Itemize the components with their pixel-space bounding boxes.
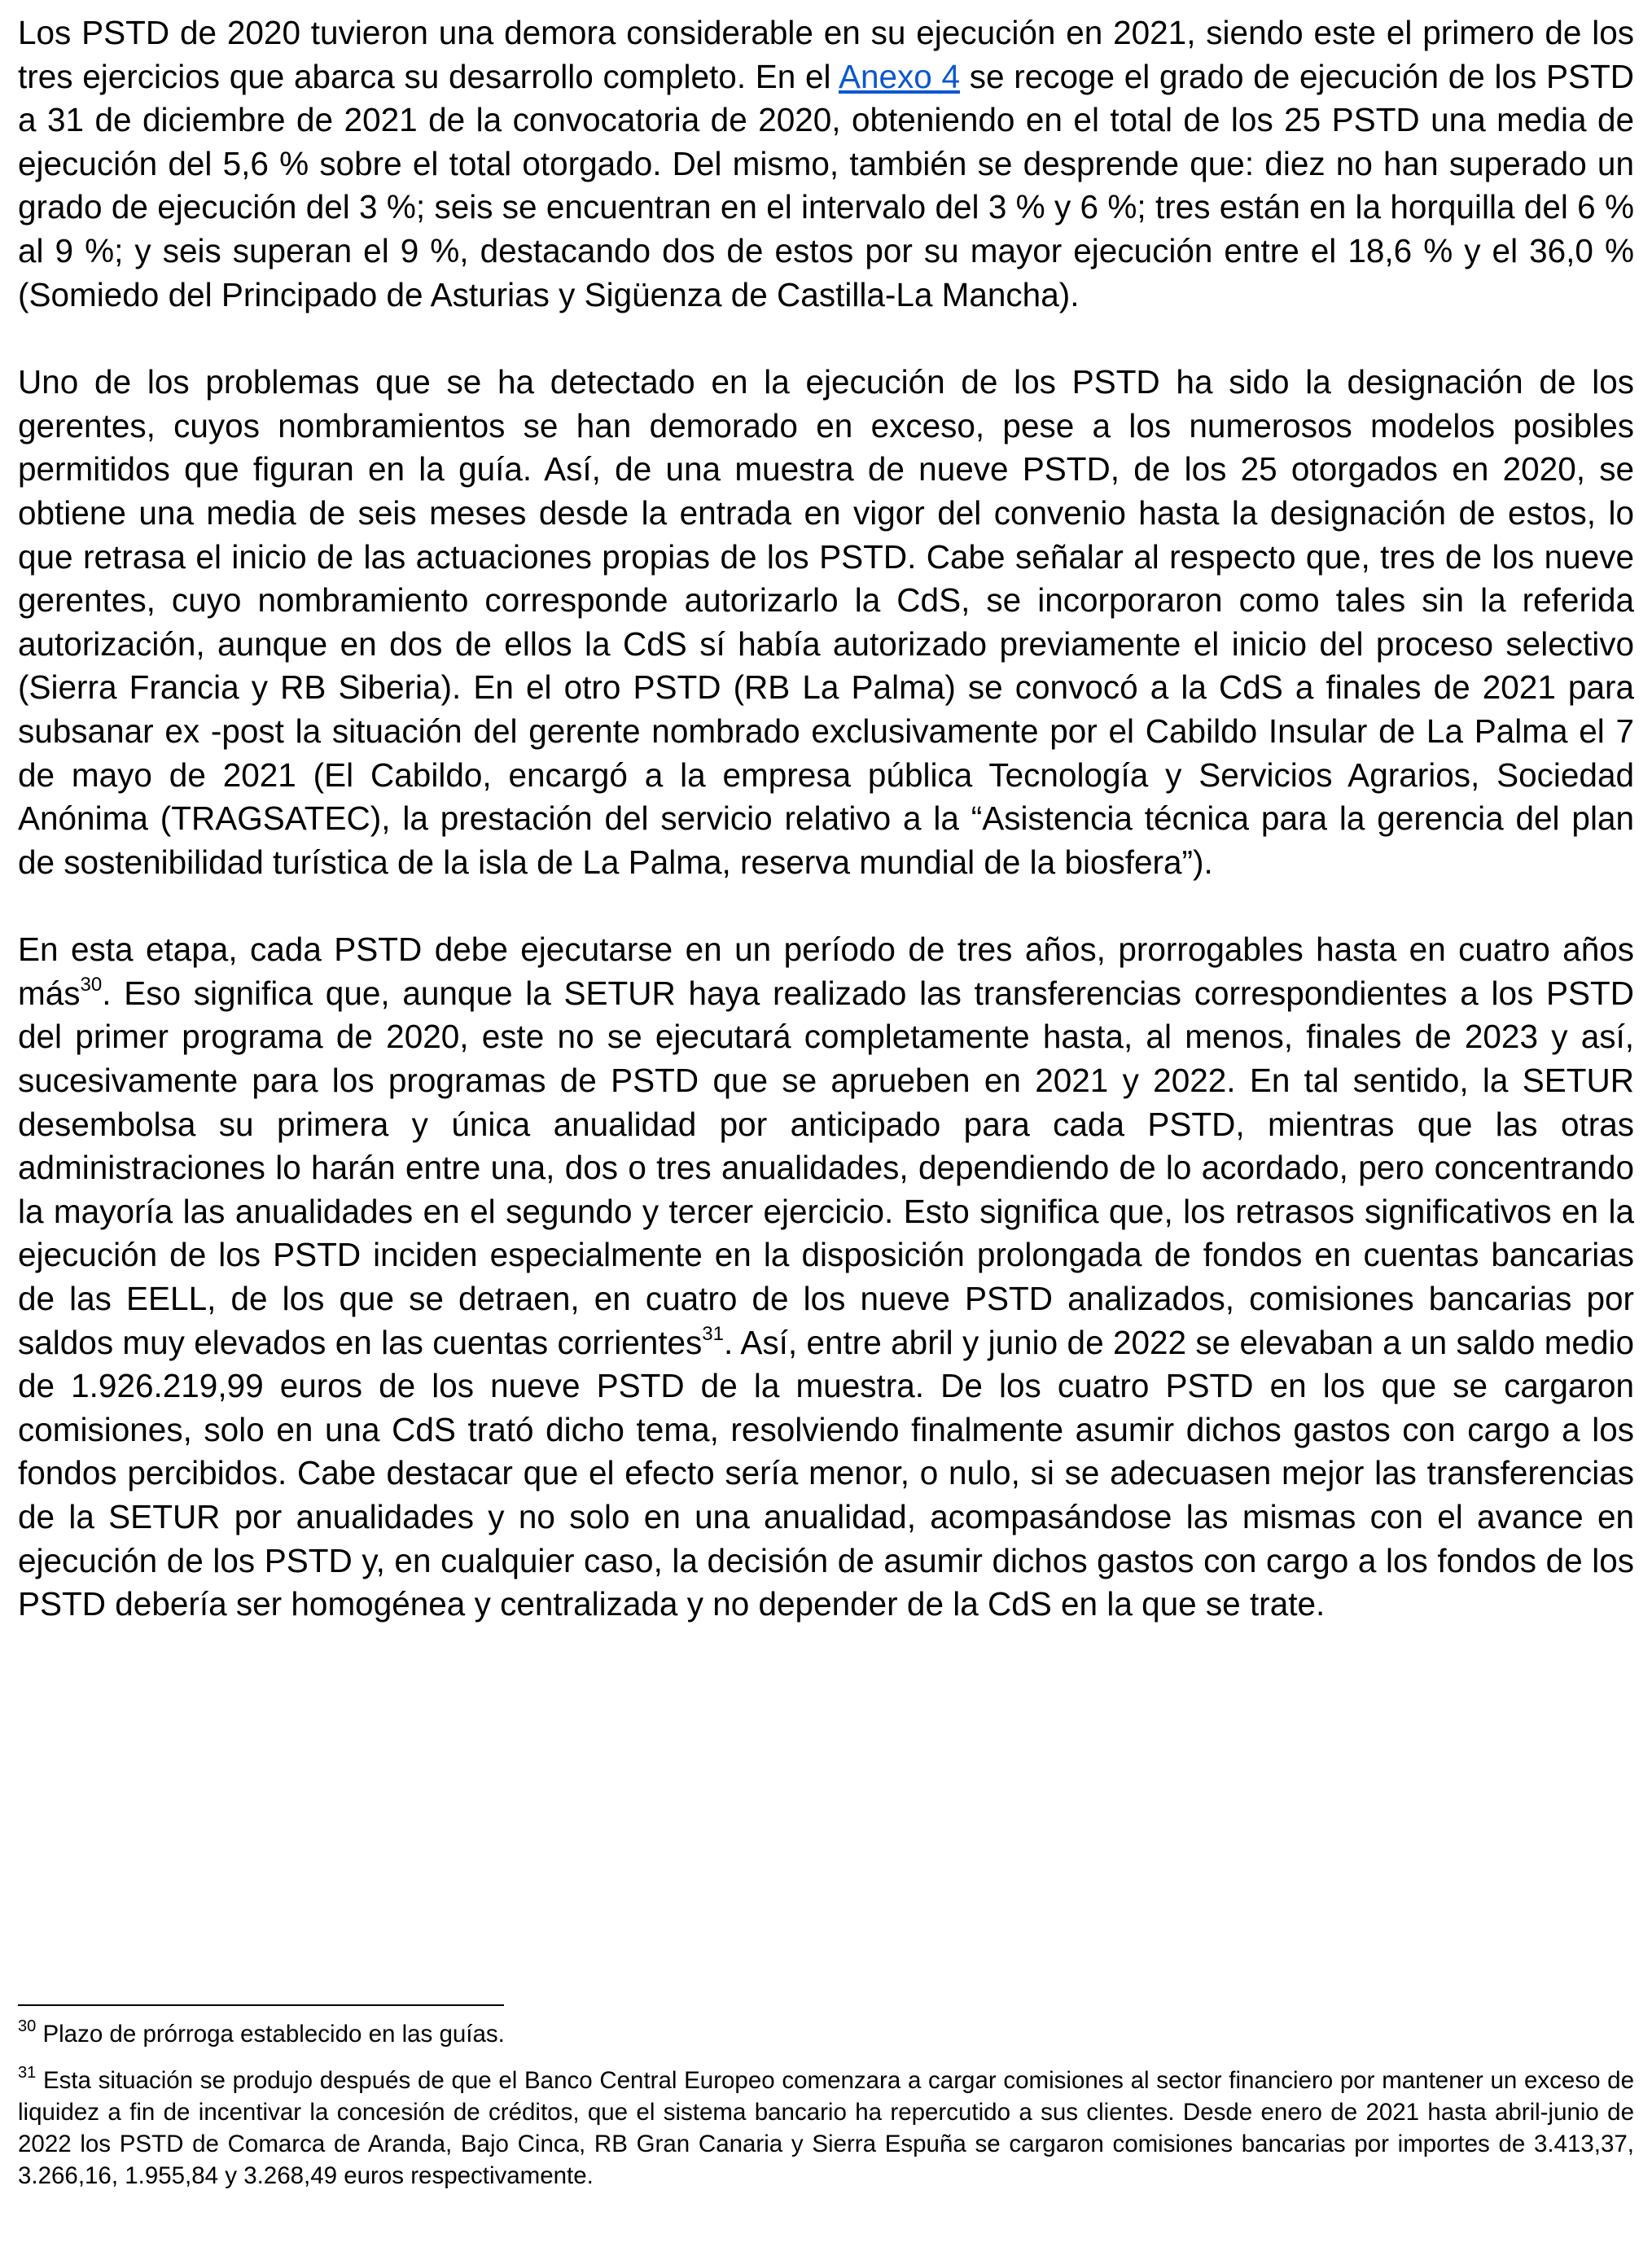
footnote-divider xyxy=(18,2004,504,2006)
paragraph-execution-period xyxy=(18,928,1634,1627)
paragraph-text: . Eso significa que, aunque la SETUR haya realizado las transferencias correspondientes a los PSTD del primer programa de 2020, este no se ejecutará completamente hasta, al menos, finales de 2023 y así, sucesivamente para los programas de PSTD que se aprueben en 2021 y 2022. En tal sentido, la SETUR desembolsa su primera y única anualidad por anticipado para cada PSTD, mientras que las otras administraciones lo harán entre una, dos o tres anualidades, dependiendo de lo acordado, pero concentrando la mayoría las anualidades en el segundo y tercer ejercicio. Esto significa que, los retrasos significativos en la ejecución de los PSTD inciden especialmente en la disposición prolongada de fondos en cuentas bancarias de las EELL, de los que se detraen, en cuatro de los nueve PSTD analizados, comisiones bancarias por saldos muy elevados en las cuentas corrientes xyxy=(18,974,1634,1361)
paragraph-text: . Así, entre abril y junio de 2022 se elevaban a un saldo medio de 1.926.219,99 euros de los nueve PSTD de la muestra. De los cuatro PSTD en los que se cargaron comisiones, solo en una CdS trató dicho tema, resolviendo finalmente asumir dichos gastos con cargo a los fondos percibidos. Cabe destacar que el efecto sería menor, o nulo, si se adecuasen mejor las transferencias de la SETUR por anualidades y no solo en una anualidad, acompasándose las mismas con el avance en ejecución de los PSTD y, en cualquier caso, la decisión de asumir dichos gastos con cargo a los fondos de los PSTD debería ser homogénea y centralizada y no depender de la CdS en la que se trate. xyxy=(18,1323,1634,1623)
footnote-text: Esta situación se produjo después de que el Banco Central Europeo comenzara a cargar comisiones al sector financiero por mantener un exceso de liquidez a fin de incentivar la concesión de créditos, que el sistema bancario ha repercutido a sus clientes. Desde enero de 2021 hasta abril-junio de 2022 los PSTD de Comarca de Aranda, Bajo Cinca, RB Gran Canaria y Sierra Espuña se cargaron comisiones bancarias por importes de 3.413,37, 3.266,16, 1.955,84 y 3.268,49 euros respectivamente. xyxy=(18,2067,1634,2189)
paragraph-text: Los PSTD de 2020 tuvieron una demora considerable en su ejecución en 2021, siendo este el primero de los tres ejercicios que abarca su desarrollo completo. En el xyxy=(18,14,1634,95)
footnotes-section xyxy=(18,2018,1634,2192)
paragraph-text: En esta etapa, cada PSTD debe ejecutarse en un período de tres años, prorrogables hasta en cuatro años más xyxy=(18,931,1634,1012)
footnote-ref-31[interactable]: 31 xyxy=(702,1322,724,1345)
footnote-ref-30[interactable]: 30 xyxy=(80,973,103,996)
footnote-text: Plazo de prórroga establecido en las guías. xyxy=(36,2021,505,2048)
paragraph-text: Uno de los problemas que se ha detectado en la ejecución de los PSTD ha sido la designación de los gerentes, cuyos nombramientos se han demorado en exceso, pese a los numerosos modelos posibles permitidos que figuran en la guía. Así, de una muestra de nueve PSTD, de los 25 otorgados en 2020, se obtiene una media de seis meses desde la entrada en vigor del convenio hasta la designación de estos, lo que retrasa el inicio de las actuaciones propias de los PSTD. Cabe señalar al respecto que, tres de los nueve gerentes, cuyo nombramiento corresponde autorizarlo la CdS, se incorporaron como tales sin la referida autorización, aunque en dos de ellos la CdS sí había autorizado previamente el inicio del proceso selectivo (Sierra Francia y RB Siberia). En el otro PSTD (RB La Palma) se convocó a la CdS a finales de 2021 para subsanar ex -post la situación del gerente nombrado exclusivamente por el Cabildo Insular de La Palma el 7 de mayo de 2021 (El Cabildo, encargó a la empresa pública Tecnología y Servicios Agrarios, Sociedad Anónima (TRAGSATEC), la prestación del servicio relativo a la “Asistencia técnica para la gerencia del plan de sostenibilidad turística de la isla de La Palma, reserva mundial de la biosfera”). xyxy=(18,363,1634,881)
annex-4-link[interactable]: Anexo 4 xyxy=(838,57,961,95)
document-body xyxy=(18,11,1634,1627)
footnote-31 xyxy=(18,2065,1634,2192)
footnote-number: 30 xyxy=(18,2017,37,2035)
paragraph-text: se recoge el grado de ejecución de los PSTD a 31 de diciembre de 2021 de la convocatoria de 2020, obteniendo en el total de los 25 PSTD una media de ejecución del 5,6 % sobre el total otorgado. Del mismo, también se desprende que: diez no han superado un grado de ejecución del 3 %; seis se encuentran en el intervalo del 3 % y 6 %; tres están en la horquilla del 6 % al 9 %; y seis superan el 9 %, destacando dos de estos por su mayor ejecución entre el 18,6 % y el 36,0 % (Somiedo del Principado de Asturias y Sigüenza de Castilla-La Mancha). xyxy=(18,57,1634,313)
footnote-30 xyxy=(18,2018,1634,2050)
footnote-number: 31 xyxy=(18,2064,37,2082)
paragraph-manager-designation xyxy=(18,361,1634,884)
paragraph-execution-delay xyxy=(18,11,1634,317)
